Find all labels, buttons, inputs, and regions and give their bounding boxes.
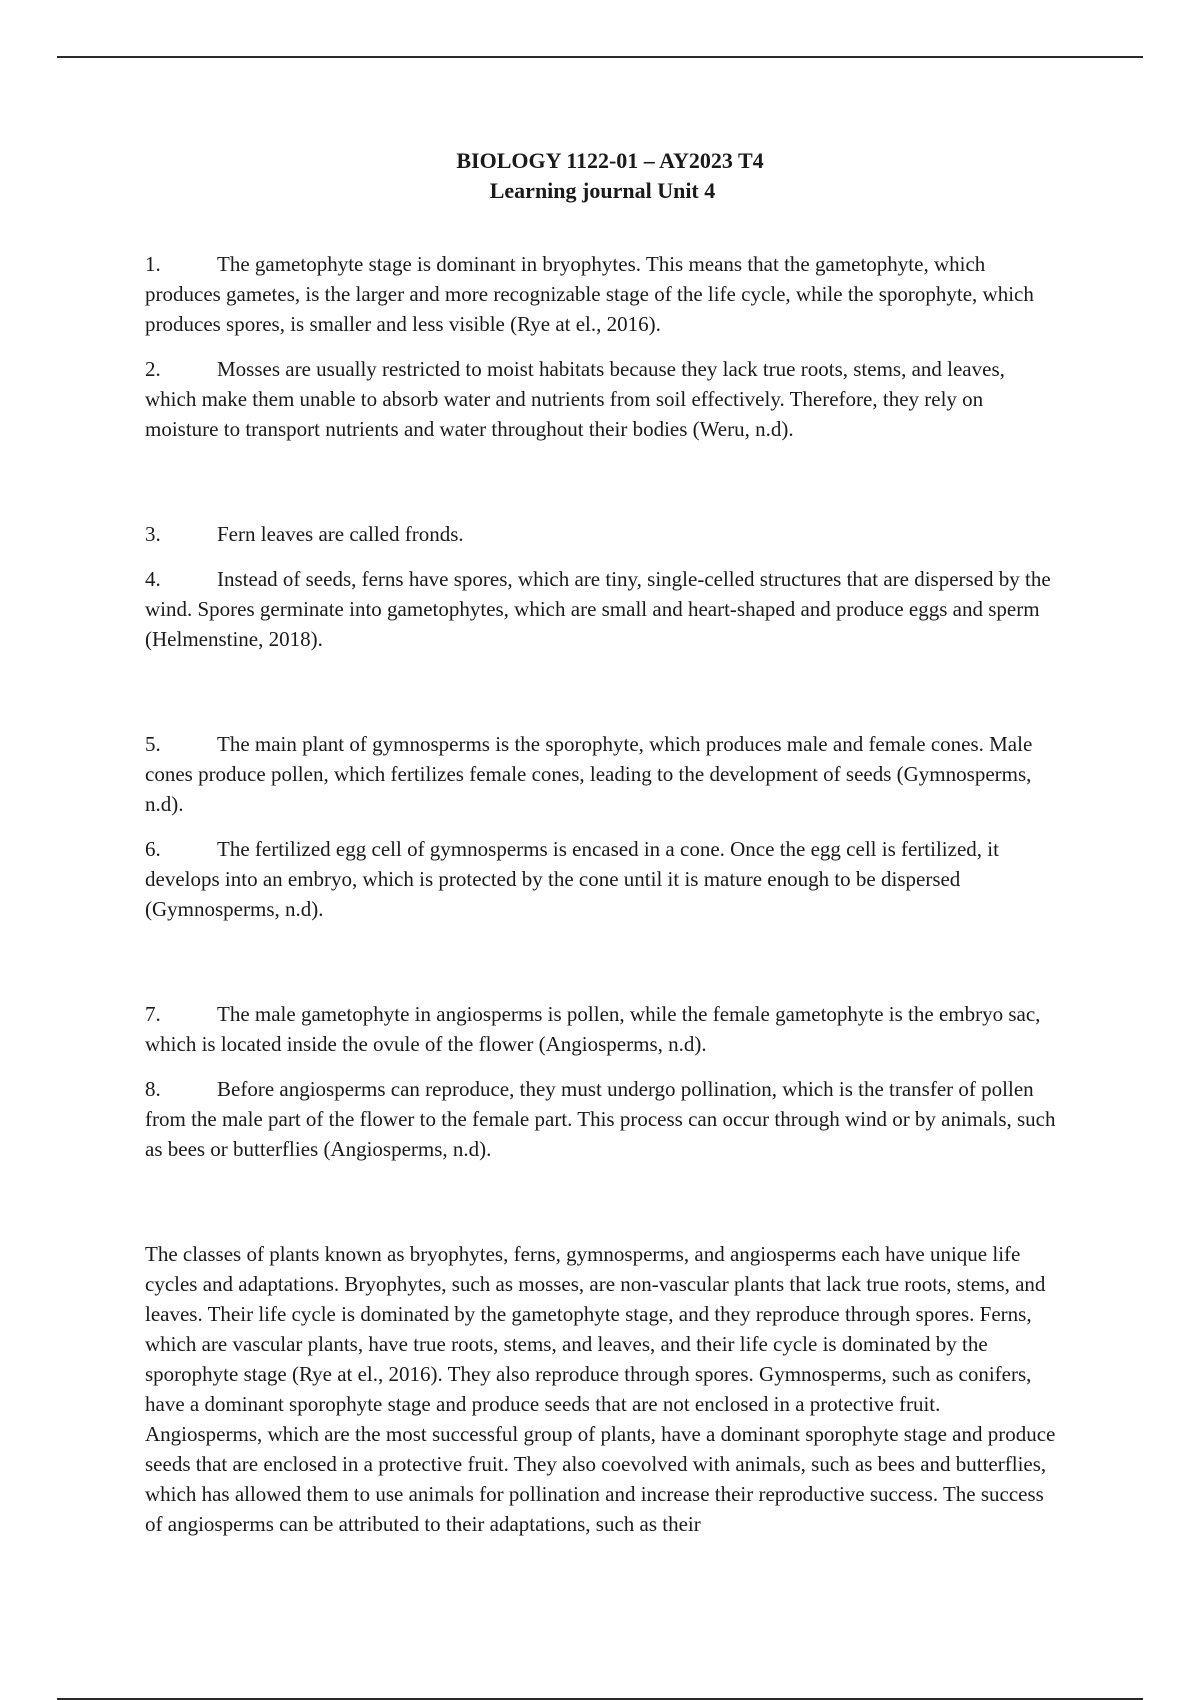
answer-item-5: [145, 729, 1060, 819]
item-number: 6.: [145, 837, 161, 861]
section-gap: [145, 939, 1060, 999]
item-text: The main plant of gymnosperms is the sporophyte, which produces male and female cones. Male cones produce pollen, which fertilizes female cones, leading to the development of seeds (Gymnosperms, n.d).: [145, 732, 1033, 816]
item-text: Before angiosperms can reproduce, they must undergo pollination, which is the transfer of pollen from the male part of the flower to the female part. This process can occur through wind or by animals, such as bees or butterflies (Angiosperms, n.d).: [145, 1077, 1056, 1161]
document-header: [0, 146, 1200, 206]
answer-item-8: [145, 1074, 1060, 1164]
answer-item-3: [145, 519, 1060, 549]
item-number: 4.: [145, 567, 161, 591]
answer-item-4: [145, 564, 1060, 654]
answer-item-6: [145, 834, 1060, 924]
top-divider: [57, 56, 1143, 58]
answer-item-7: [145, 999, 1060, 1059]
section-gap: [145, 459, 1060, 519]
summary-paragraph: The classes of plants known as bryophytes, ferns, gymnosperms, and angiosperms each have unique life cycles and adaptations. Bryophytes, such as mosses, are non-vascular plants that lack true roots, stems, and leaves. Their life cycle is dominated by the gametophyte stage, and they reproduce through spores. Ferns, which are vascular plants, have true roots, stems, and leaves, and their life cycle is dominated by the sporophyte stage (Rye at el., 2016). They also reproduce through spores. Gymnosperms, such as conifers, have a dominant sporophyte stage and produce seeds that are not enclosed in a protective fruit. Angiosperms, which are the most successful group of plants, have a dominant sporophyte stage and produce seeds that are enclosed in a protective fruit. They also coevolved with animals, such as bees and butterflies, which has allowed them to use animals for pollination and increase their reproductive success. The success of angiosperms can be attributed to their adaptations, such as their: [145, 1242, 1056, 1536]
item-text: The gametophyte stage is dominant in bryophytes. This means that the gametophyte, which produces gametes, is the larger and more recognizable stage of the life cycle, while the sporophyte, which produces spores, is smaller and less visible (Rye at el., 2016).: [145, 252, 1034, 336]
item-text: Fern leaves are called fronds.: [217, 522, 464, 546]
item-text: Mosses are usually restricted to moist habitats because they lack true roots, stems, and leaves, which make them unable to absorb water and nutrients from soil effectively. Therefore, they rely on moisture to transport nutrients and water throughout their bodies (Weru, n.d).: [145, 357, 1005, 441]
item-number: 3.: [145, 522, 161, 546]
journal-title: Learning journal Unit 4: [489, 178, 716, 203]
item-number: 2.: [145, 357, 161, 381]
item-number: 1.: [145, 252, 161, 276]
section-gap: [145, 669, 1060, 729]
item-number: 5.: [145, 732, 161, 756]
answer-item-2: [145, 354, 1060, 444]
section-gap: [145, 1179, 1060, 1239]
answer-item-1: [145, 249, 1060, 339]
document-body: [145, 249, 1060, 1539]
item-text: The fertilized egg cell of gymnosperms is encased in a cone. Once the egg cell is fertilized, it develops into an embryo, which is protected by the cone until it is mature enough to be dispersed (Gymnosperms, n.d).: [145, 837, 999, 921]
item-text: The male gametophyte in angiosperms is pollen, while the female gametophyte is the embryo sac, which is located inside the ovule of the flower (Angiosperms, n.d).: [145, 1002, 1041, 1056]
item-text: Instead of seeds, ferns have spores, which are tiny, single-celled structures that are dispersed by the wind. Spores germinate into gametophytes, which are small and heart-shaped and produce eggs and sperm (Helmenstine, 2018).: [145, 567, 1051, 651]
course-title: BIOLOGY 1122-01 – AY2023 T4: [456, 148, 764, 173]
item-number: 8.: [145, 1077, 161, 1101]
item-number: 7.: [145, 1002, 161, 1026]
